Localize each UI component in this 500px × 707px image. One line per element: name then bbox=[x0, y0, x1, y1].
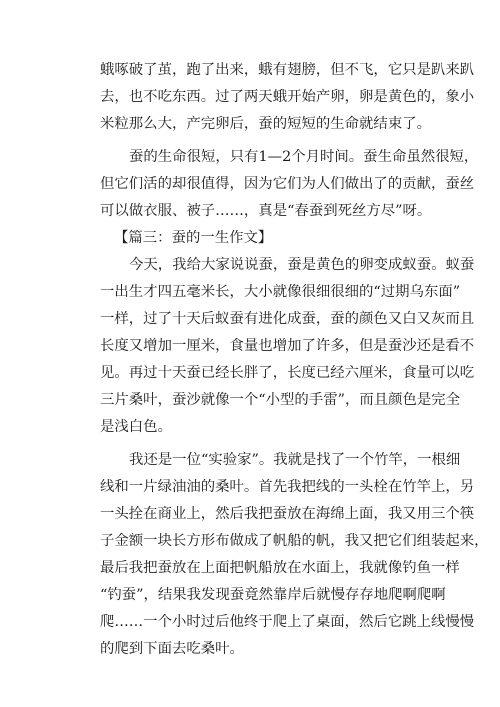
text-line: 的爬到下面去吃桑叶。 bbox=[100, 641, 244, 657]
text-line: 一样，过了十天后蚁蚕有进化成蚕，蚕的颜色又白又灰而且 bbox=[100, 311, 475, 327]
text-line: 见。再过十天蚕已经长胖了，长度已经六厘米，食量可以吃 bbox=[100, 365, 475, 381]
text-line: 但它们活的却很值得，因为它们为人们做出了的贡献，蚕丝 bbox=[100, 176, 475, 192]
text-line: 一头拴在商业上，然后我把蚕放在海绵上面，我又用三个筷 bbox=[100, 506, 475, 522]
text-line: “钓蚕”，结果我发现蚕竟然靠岸后就慢存存地爬啊爬啊 bbox=[100, 587, 446, 603]
document-page bbox=[100, 57, 489, 663]
text-line: 爬……一个小时过后他终于爬上了桌面，然后它跳上线慢慢 bbox=[100, 614, 475, 630]
text-line: 蚕的生命很短，只有1—2个月时间。蚕生命虽然很短， bbox=[129, 149, 479, 165]
text-line: 线和一片绿油油的桑叶。首先我把线的一头栓在竹竿上，另 bbox=[100, 479, 475, 495]
text-line: 长度又增加一厘米，食量也增加了许多，但是蚕沙还是看不 bbox=[100, 338, 475, 354]
paragraph-2 bbox=[100, 144, 479, 225]
paragraph-1 bbox=[100, 57, 475, 138]
text-line: 去，也不吃东西。过了两天蛾开始产卵，卵是黄色的，象小 bbox=[100, 89, 475, 105]
text-line: 可以做衣服、被子……，真是“春蚕到死丝方尽”呀。 bbox=[100, 203, 432, 219]
section-heading: 【篇三：蚕的一生作文】 bbox=[114, 230, 273, 246]
text-line: 最后我把蚕放在上面把帆船放在水面上，我就像钓鱼一样 bbox=[100, 560, 460, 576]
text-line: 一出生才四五毫米长，大小就像很细很细的“过期乌东面” bbox=[100, 284, 461, 300]
paragraph-4 bbox=[100, 447, 489, 663]
text-line: 我还是一位“实验家”。我就是找了一个竹竿，一根细 bbox=[129, 452, 461, 468]
text-line: 三片桑叶，蚕沙就像一个“小型的手雷”，而且颜色是完全 bbox=[100, 392, 461, 408]
text-line: 米粒那么大，产完卵后，蚕的短短的生命就结束了。 bbox=[100, 116, 431, 132]
paragraph-3 bbox=[100, 252, 475, 441]
text-line: 蛾啄破了茧，跑了出来，蛾有翅膀，但不飞，它只是趴来趴 bbox=[100, 62, 475, 78]
text-line: 今天，我给大家说说蚕，蚕是黄色的卵变成蚁蚕。蚁蚕 bbox=[129, 257, 475, 273]
text-line: 子金额一块长方形布做成了帆船的帆，我又把它们组装起来， bbox=[100, 533, 489, 549]
text-line: 是浅白色。 bbox=[100, 419, 172, 435]
